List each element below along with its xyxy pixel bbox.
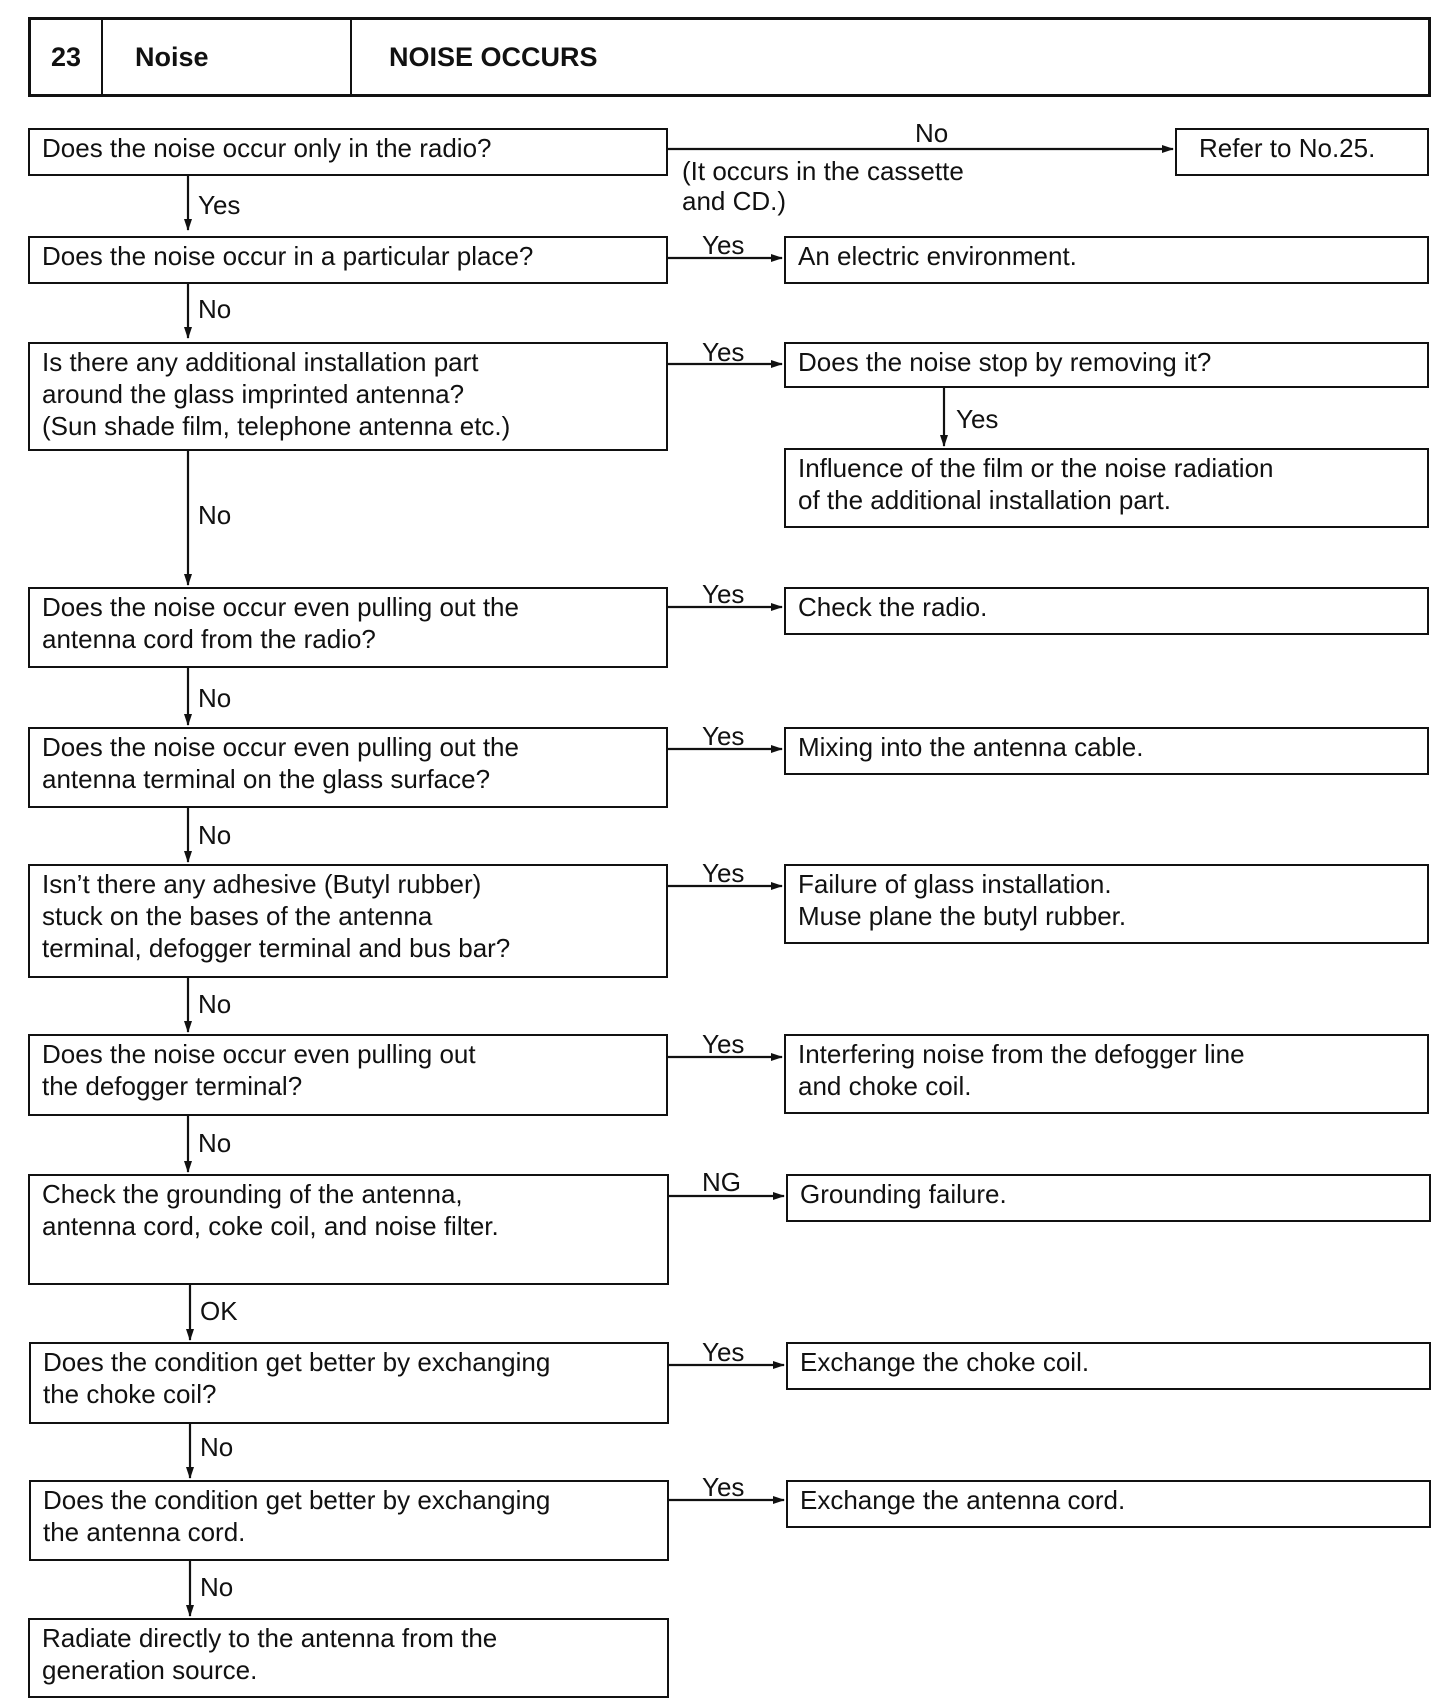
down-label: No: [198, 683, 232, 713]
question-box: Does the noise occur only in the radio?: [28, 128, 668, 176]
branch-label: Yes: [702, 858, 745, 888]
result-box: Does the noise stop by removing it?: [784, 342, 1429, 388]
branch-label: Yes: [702, 1472, 745, 1502]
question-box: Does the condition get better by exchanging the antenna cord.: [29, 1480, 669, 1561]
branch-label: Yes: [702, 1029, 745, 1059]
section-category: Noise: [135, 41, 209, 72]
question-box: Does the noise occur even pulling out the antenna cord from the radio?: [28, 587, 668, 668]
branch-label: Yes: [702, 721, 745, 751]
result-box: Check the radio.: [784, 587, 1429, 635]
branch-label: Yes: [702, 230, 745, 260]
branch-label: NG: [702, 1167, 741, 1197]
question-box: Is there any additional installation part around the glass imprinted antenna? (Sun shade film, telephone antenna etc.): [28, 342, 668, 451]
section-number: 23: [51, 41, 82, 72]
branch-note: (It occurs in the cassette and CD.): [682, 156, 964, 216]
result-box: Mixing into the antenna cable.: [784, 727, 1429, 775]
result-box: Exchange the choke coil.: [786, 1342, 1431, 1390]
branch-label: Yes: [702, 337, 745, 367]
branch-label: Yes: [702, 1337, 745, 1367]
result-box: Grounding failure.: [786, 1174, 1431, 1222]
down-label: No: [198, 820, 232, 850]
down-label: No: [198, 1128, 232, 1158]
result-box: An electric environment.: [784, 236, 1429, 284]
result-box: Influence of the film or the noise radiation of the additional installation part.: [784, 448, 1429, 528]
branch-label: Yes: [702, 579, 745, 609]
question-box: Does the condition get better by exchanging the choke coil?: [29, 1342, 669, 1424]
question-box: Does the noise occur even pulling out the defogger terminal?: [28, 1034, 668, 1116]
down-label: No: [198, 294, 232, 324]
down-label: Yes: [198, 190, 241, 220]
question-box: Does the noise occur even pulling out the antenna terminal on the glass surface?: [28, 727, 668, 808]
branch-label: No: [915, 118, 949, 148]
result-box: Exchange the antenna cord.: [786, 1480, 1431, 1528]
question-box: Isn’t there any adhesive (Butyl rubber) stuck on the bases of the antenna terminal, defogger terminal and bus bar?: [28, 864, 668, 978]
down-label: No: [198, 989, 232, 1019]
page-title: NOISE OCCURS: [389, 41, 598, 72]
down-label: Yes: [956, 404, 999, 434]
down-label: No: [200, 1572, 234, 1602]
question-box: Does the noise occur in a particular place?: [28, 236, 668, 284]
down-label: No: [198, 500, 232, 530]
question-box: Check the grounding of the antenna, antenna cord, coke coil, and noise filter.: [28, 1174, 669, 1285]
result-box: Interfering noise from the defogger line and choke coil.: [784, 1034, 1429, 1114]
down-label: OK: [200, 1296, 238, 1326]
result-box: Refer to No.25.: [1175, 128, 1429, 176]
result-box: Failure of glass installation. Muse plane the butyl rubber.: [784, 864, 1429, 944]
final-result-box: Radiate directly to the antenna from the generation source.: [28, 1618, 669, 1698]
down-label: No: [200, 1432, 234, 1462]
